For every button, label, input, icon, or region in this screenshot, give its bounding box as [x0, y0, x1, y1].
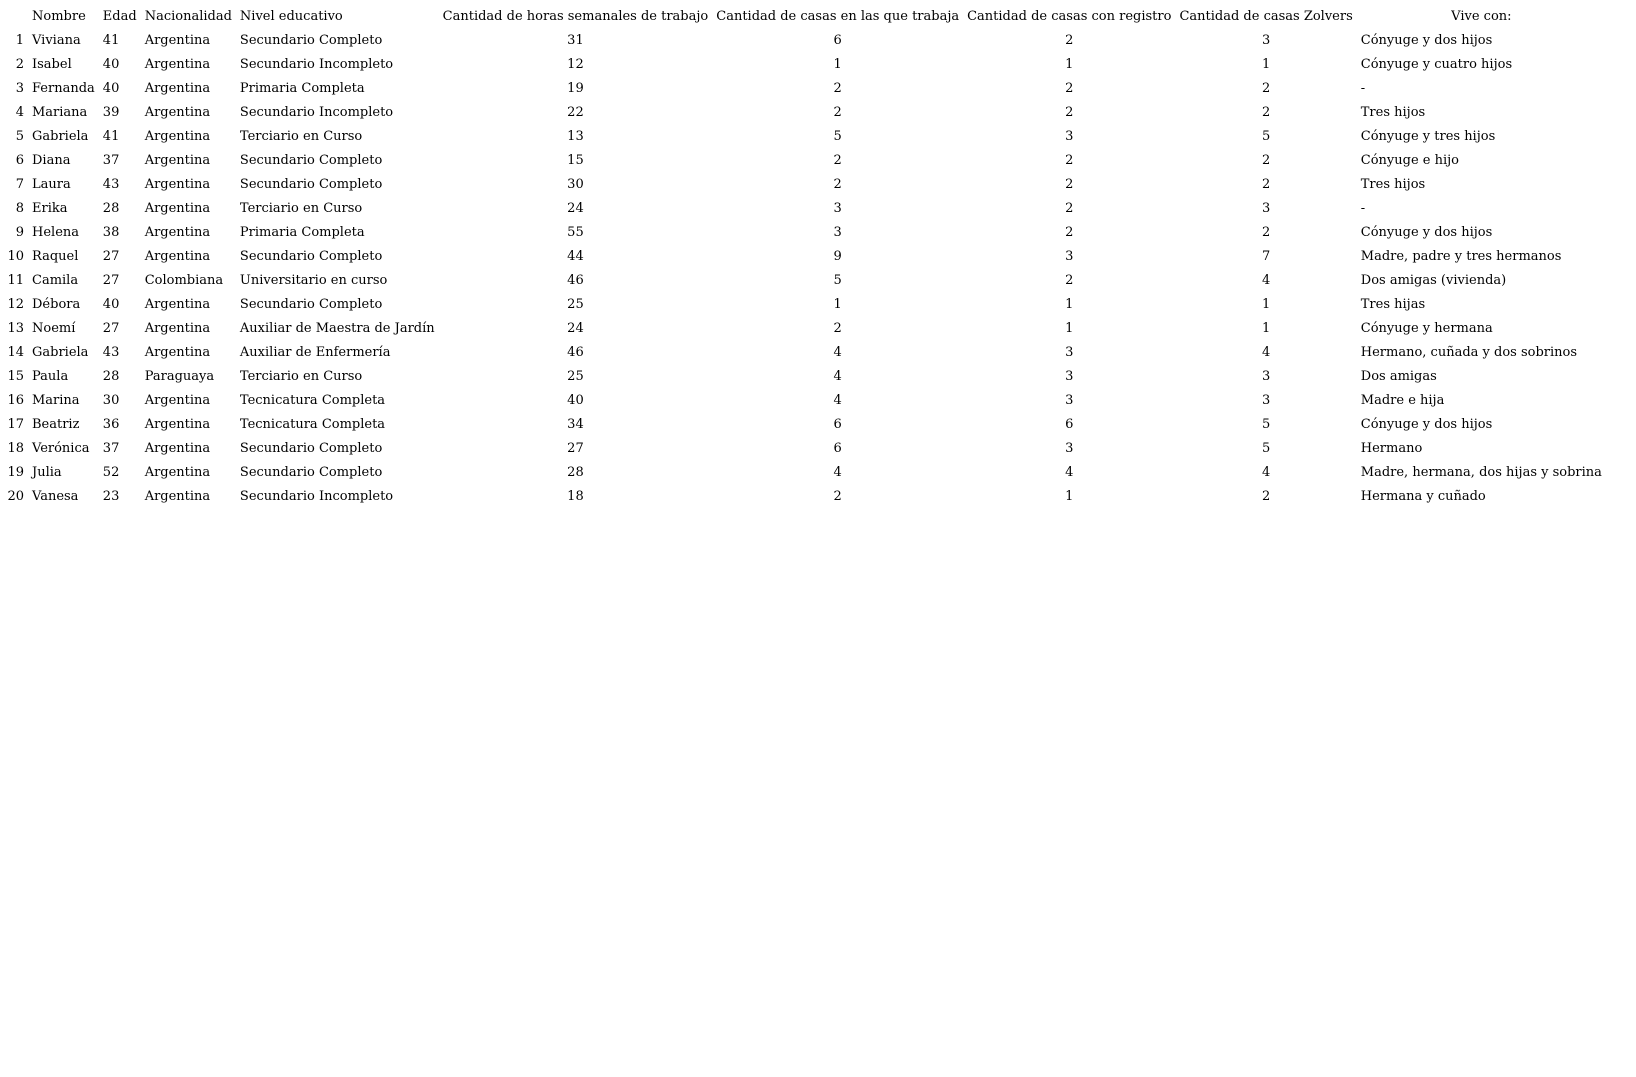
cell-casas: 6	[833, 440, 842, 456]
cell-edad: 30	[102, 392, 120, 408]
cell-nacionalidad: Argentina	[144, 200, 211, 216]
cell-edad: 36	[102, 416, 120, 432]
cell-nivel-educativo: Secundario Completo	[239, 440, 383, 456]
cell-index: 10	[7, 248, 24, 264]
cell-nivel-educativo: Secundario Incompleto	[239, 56, 394, 72]
cell-zolvers: 1	[1261, 320, 1271, 336]
table-row	[0, 412, 1606, 436]
cell-horas: 19	[567, 80, 584, 96]
cell-zolvers: 3	[1261, 368, 1271, 384]
cell-nombre: Fernanda	[32, 80, 95, 96]
cell-edad: 40	[102, 296, 120, 312]
cell-nivel-educativo: Secundario Incompleto	[239, 488, 394, 504]
header-edad: Edad	[102, 8, 137, 24]
cell-vive-con: Tres hijas	[1360, 296, 1426, 312]
cell-casas: 2	[833, 176, 842, 192]
cell-vive-con: Dos amigas	[1360, 368, 1437, 384]
cell-registro: 2	[1065, 224, 1074, 240]
table-row	[0, 388, 1606, 412]
cell-zolvers: 3	[1261, 392, 1271, 408]
cell-nacionalidad: Argentina	[144, 80, 211, 96]
table-row	[0, 196, 1606, 220]
cell-zolvers: 3	[1261, 200, 1271, 216]
cell-casas: 3	[833, 224, 842, 240]
table-row	[0, 316, 1606, 340]
cell-nombre: Camila	[32, 272, 79, 288]
table-row	[0, 484, 1606, 508]
cell-edad: 41	[102, 32, 120, 48]
table-row	[0, 220, 1606, 244]
cell-nacionalidad: Argentina	[144, 56, 211, 72]
cell-nivel-educativo: Universitario en curso	[239, 272, 388, 288]
cell-nombre: Mariana	[32, 104, 88, 120]
cell-zolvers: 2	[1261, 488, 1271, 504]
cell-index: 1	[15, 32, 24, 48]
cell-nivel-educativo: Primaria Completa	[239, 80, 365, 96]
cell-nivel-educativo: Terciario en Curso	[239, 200, 363, 216]
cell-registro: 1	[1065, 56, 1074, 72]
cell-horas: 24	[567, 200, 584, 216]
cell-nombre: Paula	[32, 368, 69, 384]
cell-casas: 2	[833, 80, 842, 96]
cell-horas: 31	[567, 32, 584, 48]
cell-vive-con: -	[1360, 200, 1366, 216]
cell-vive-con: Cónyuge y dos hijos	[1360, 416, 1493, 432]
cell-registro: 2	[1065, 32, 1074, 48]
cell-nacionalidad: Argentina	[144, 104, 211, 120]
table-row	[0, 268, 1606, 292]
cell-nacionalidad: Argentina	[144, 440, 211, 456]
cell-nombre: Isabel	[32, 56, 72, 72]
cell-nombre: Débora	[32, 296, 81, 312]
cell-nacionalidad: Argentina	[144, 488, 211, 504]
survey-table	[0, 4, 1606, 508]
cell-index: 4	[15, 104, 24, 120]
table-row	[0, 364, 1606, 388]
cell-nacionalidad: Colombiana	[144, 272, 224, 288]
cell-edad: 27	[102, 320, 120, 336]
cell-vive-con: Cónyuge y cuatro hijos	[1360, 56, 1513, 72]
cell-registro: 6	[1065, 416, 1074, 432]
cell-casas: 2	[833, 320, 842, 336]
cell-zolvers: 2	[1261, 224, 1271, 240]
cell-index: 2	[15, 56, 24, 72]
cell-edad: 27	[102, 272, 120, 288]
cell-zolvers: 2	[1261, 80, 1271, 96]
cell-zolvers: 2	[1261, 104, 1271, 120]
cell-horas: 40	[567, 392, 584, 408]
cell-vive-con: Cónyuge y tres hijos	[1360, 128, 1496, 144]
table-row	[0, 244, 1606, 268]
cell-nacionalidad: Argentina	[144, 32, 211, 48]
cell-index: 6	[15, 152, 24, 168]
cell-registro: 2	[1065, 104, 1074, 120]
cell-nivel-educativo: Tecnicatura Completa	[239, 392, 386, 408]
cell-index: 20	[7, 488, 24, 504]
cell-nivel-educativo: Auxiliar de Enfermería	[239, 344, 391, 360]
cell-edad: 40	[102, 56, 120, 72]
cell-casas: 1	[833, 296, 842, 312]
cell-vive-con: Cónyuge e hijo	[1360, 152, 1459, 168]
cell-index: 14	[7, 344, 24, 360]
cell-nombre: Gabriela	[32, 344, 89, 360]
cell-nivel-educativo: Auxiliar de Maestra de Jardín	[239, 320, 435, 336]
table-row	[0, 28, 1606, 52]
cell-casas: 5	[833, 128, 842, 144]
cell-index: 11	[7, 272, 24, 288]
cell-horas: 24	[567, 320, 584, 336]
cell-zolvers: 2	[1261, 176, 1271, 192]
cell-casas: 2	[833, 104, 842, 120]
cell-registro: 2	[1065, 200, 1074, 216]
cell-nombre: Verónica	[32, 440, 90, 456]
table-row	[0, 172, 1606, 196]
cell-zolvers: 4	[1261, 464, 1271, 480]
table-row	[0, 460, 1606, 484]
cell-horas: 34	[567, 416, 584, 432]
cell-edad: 43	[102, 344, 120, 360]
header-casas: Cantidad de casas en las que trabaja	[716, 8, 960, 24]
cell-nacionalidad: Argentina	[144, 320, 211, 336]
cell-nombre: Noemí	[32, 320, 76, 336]
header-zolvers: Cantidad de casas Zolvers	[1179, 8, 1353, 24]
cell-vive-con: Tres hijos	[1360, 176, 1426, 192]
cell-zolvers: 5	[1261, 440, 1271, 456]
cell-registro: 2	[1065, 176, 1074, 192]
cell-edad: 37	[102, 440, 120, 456]
table-body	[0, 28, 1606, 508]
cell-registro: 3	[1065, 440, 1074, 456]
cell-zolvers: 1	[1261, 296, 1271, 312]
cell-horas: 44	[567, 248, 584, 264]
cell-casas: 9	[833, 248, 842, 264]
cell-registro: 2	[1065, 272, 1074, 288]
cell-horas: 28	[567, 464, 584, 480]
cell-edad: 38	[102, 224, 120, 240]
cell-vive-con: Tres hijos	[1360, 104, 1426, 120]
table-row	[0, 124, 1606, 148]
table-row	[0, 340, 1606, 364]
cell-casas: 6	[833, 416, 842, 432]
cell-nombre: Diana	[32, 152, 71, 168]
cell-edad: 28	[102, 200, 120, 216]
cell-nacionalidad: Argentina	[144, 176, 211, 192]
cell-horas: 12	[567, 56, 584, 72]
header-registro: Cantidad de casas con registro	[967, 8, 1172, 24]
cell-nacionalidad: Argentina	[144, 392, 211, 408]
cell-zolvers: 5	[1261, 416, 1271, 432]
cell-nivel-educativo: Secundario Completo	[239, 32, 383, 48]
cell-nombre: Erika	[32, 200, 68, 216]
cell-nombre: Beatriz	[32, 416, 80, 432]
cell-nivel-educativo: Primaria Completa	[239, 224, 365, 240]
cell-nacionalidad: Argentina	[144, 224, 211, 240]
cell-nivel-educativo: Secundario Incompleto	[239, 104, 394, 120]
cell-nombre: Laura	[32, 176, 71, 192]
header-vive-con: Vive con:	[1451, 8, 1512, 24]
cell-nombre: Gabriela	[32, 128, 89, 144]
cell-nombre: Helena	[32, 224, 80, 240]
cell-index: 7	[15, 176, 24, 192]
cell-registro: 3	[1065, 248, 1074, 264]
cell-casas: 5	[833, 272, 842, 288]
cell-edad: 40	[102, 80, 120, 96]
cell-casas: 4	[833, 344, 842, 360]
cell-horas: 15	[567, 152, 584, 168]
cell-horas: 13	[567, 128, 584, 144]
cell-edad: 28	[102, 368, 120, 384]
cell-registro: 3	[1065, 344, 1074, 360]
cell-index: 13	[7, 320, 24, 336]
cell-edad: 37	[102, 152, 120, 168]
cell-edad: 41	[102, 128, 120, 144]
cell-nivel-educativo: Terciario en Curso	[239, 128, 363, 144]
table-row	[0, 52, 1606, 76]
cell-nivel-educativo: Secundario Completo	[239, 152, 383, 168]
header-horas: Cantidad de horas semanales de trabajo	[442, 8, 709, 24]
header-index	[0, 4, 28, 28]
cell-nacionalidad: Argentina	[144, 152, 211, 168]
cell-index: 17	[7, 416, 24, 432]
cell-zolvers: 2	[1261, 152, 1271, 168]
cell-vive-con: Cónyuge y dos hijos	[1360, 32, 1493, 48]
cell-nivel-educativo: Secundario Completo	[239, 296, 383, 312]
table-row	[0, 100, 1606, 124]
cell-zolvers: 7	[1261, 248, 1271, 264]
cell-edad: 43	[102, 176, 120, 192]
table-row	[0, 292, 1606, 316]
cell-nombre: Vanesa	[32, 488, 79, 504]
cell-casas: 4	[833, 464, 842, 480]
cell-edad: 23	[102, 488, 120, 504]
table-row	[0, 148, 1606, 172]
cell-registro: 2	[1065, 80, 1074, 96]
cell-registro: 4	[1065, 464, 1074, 480]
cell-zolvers: 5	[1261, 128, 1271, 144]
cell-index: 12	[7, 296, 24, 312]
cell-zolvers: 1	[1261, 56, 1271, 72]
cell-vive-con: -	[1360, 80, 1366, 96]
table-row	[0, 76, 1606, 100]
cell-index: 18	[7, 440, 24, 456]
cell-nacionalidad: Argentina	[144, 296, 211, 312]
cell-edad: 39	[102, 104, 120, 120]
cell-casas: 2	[833, 152, 842, 168]
cell-nacionalidad: Argentina	[144, 344, 211, 360]
cell-registro: 3	[1065, 368, 1074, 384]
cell-casas: 4	[833, 392, 842, 408]
cell-registro: 1	[1065, 296, 1074, 312]
cell-registro: 1	[1065, 320, 1074, 336]
header-nivel-educativo: Nivel educativo	[239, 8, 343, 24]
cell-index: 19	[7, 464, 24, 480]
cell-vive-con: Dos amigas (vivienda)	[1360, 272, 1507, 288]
cell-casas: 4	[833, 368, 842, 384]
cell-zolvers: 4	[1261, 344, 1271, 360]
cell-nivel-educativo: Tecnicatura Completa	[239, 416, 386, 432]
cell-zolvers: 3	[1261, 32, 1271, 48]
cell-vive-con: Hermana y cuñado	[1360, 488, 1486, 504]
cell-nivel-educativo: Secundario Completo	[239, 248, 383, 264]
cell-nacionalidad: Paraguaya	[144, 368, 215, 384]
cell-vive-con: Hermano, cuñada y dos sobrinos	[1360, 344, 1578, 360]
cell-nivel-educativo: Terciario en Curso	[239, 368, 363, 384]
cell-nivel-educativo: Secundario Completo	[239, 176, 383, 192]
header-row	[0, 4, 1606, 28]
cell-registro: 3	[1065, 392, 1074, 408]
cell-vive-con: Hermano	[1360, 440, 1423, 456]
cell-vive-con: Cónyuge y hermana	[1360, 320, 1493, 336]
cell-index: 9	[15, 224, 24, 240]
cell-casas: 1	[833, 56, 842, 72]
cell-edad: 52	[102, 464, 120, 480]
cell-horas: 30	[567, 176, 584, 192]
cell-index: 16	[7, 392, 24, 408]
cell-nombre: Raquel	[32, 248, 79, 264]
cell-casas: 2	[833, 488, 842, 504]
header-nacionalidad: Nacionalidad	[144, 8, 232, 24]
cell-horas: 55	[567, 224, 584, 240]
cell-vive-con: Madre, hermana, dos hijas y sobrina	[1360, 464, 1602, 480]
cell-vive-con: Cónyuge y dos hijos	[1360, 224, 1493, 240]
cell-horas: 27	[567, 440, 584, 456]
cell-nacionalidad: Argentina	[144, 248, 211, 264]
cell-nombre: Viviana	[32, 32, 81, 48]
cell-nombre: Marina	[32, 392, 80, 408]
cell-nivel-educativo: Secundario Completo	[239, 464, 383, 480]
cell-horas: 22	[567, 104, 584, 120]
cell-nacionalidad: Argentina	[144, 464, 211, 480]
cell-horas: 18	[567, 488, 584, 504]
cell-horas: 25	[567, 368, 584, 384]
cell-casas: 3	[833, 200, 842, 216]
cell-zolvers: 4	[1261, 272, 1271, 288]
cell-nacionalidad: Argentina	[144, 416, 211, 432]
cell-horas: 46	[567, 272, 584, 288]
cell-vive-con: Madre, padre y tres hermanos	[1360, 248, 1562, 264]
header-nombre: Nombre	[32, 8, 86, 24]
cell-index: 3	[15, 80, 24, 96]
table-row	[0, 436, 1606, 460]
cell-registro: 3	[1065, 128, 1074, 144]
cell-index: 5	[15, 128, 24, 144]
cell-casas: 6	[833, 32, 842, 48]
cell-nombre: Julia	[32, 464, 62, 480]
cell-index: 8	[15, 200, 24, 216]
cell-horas: 25	[567, 296, 584, 312]
cell-registro: 1	[1065, 488, 1074, 504]
cell-vive-con: Madre e hija	[1360, 392, 1445, 408]
cell-registro: 2	[1065, 152, 1074, 168]
cell-index: 15	[7, 368, 24, 384]
cell-edad: 27	[102, 248, 120, 264]
cell-nacionalidad: Argentina	[144, 128, 211, 144]
cell-horas: 46	[567, 344, 584, 360]
